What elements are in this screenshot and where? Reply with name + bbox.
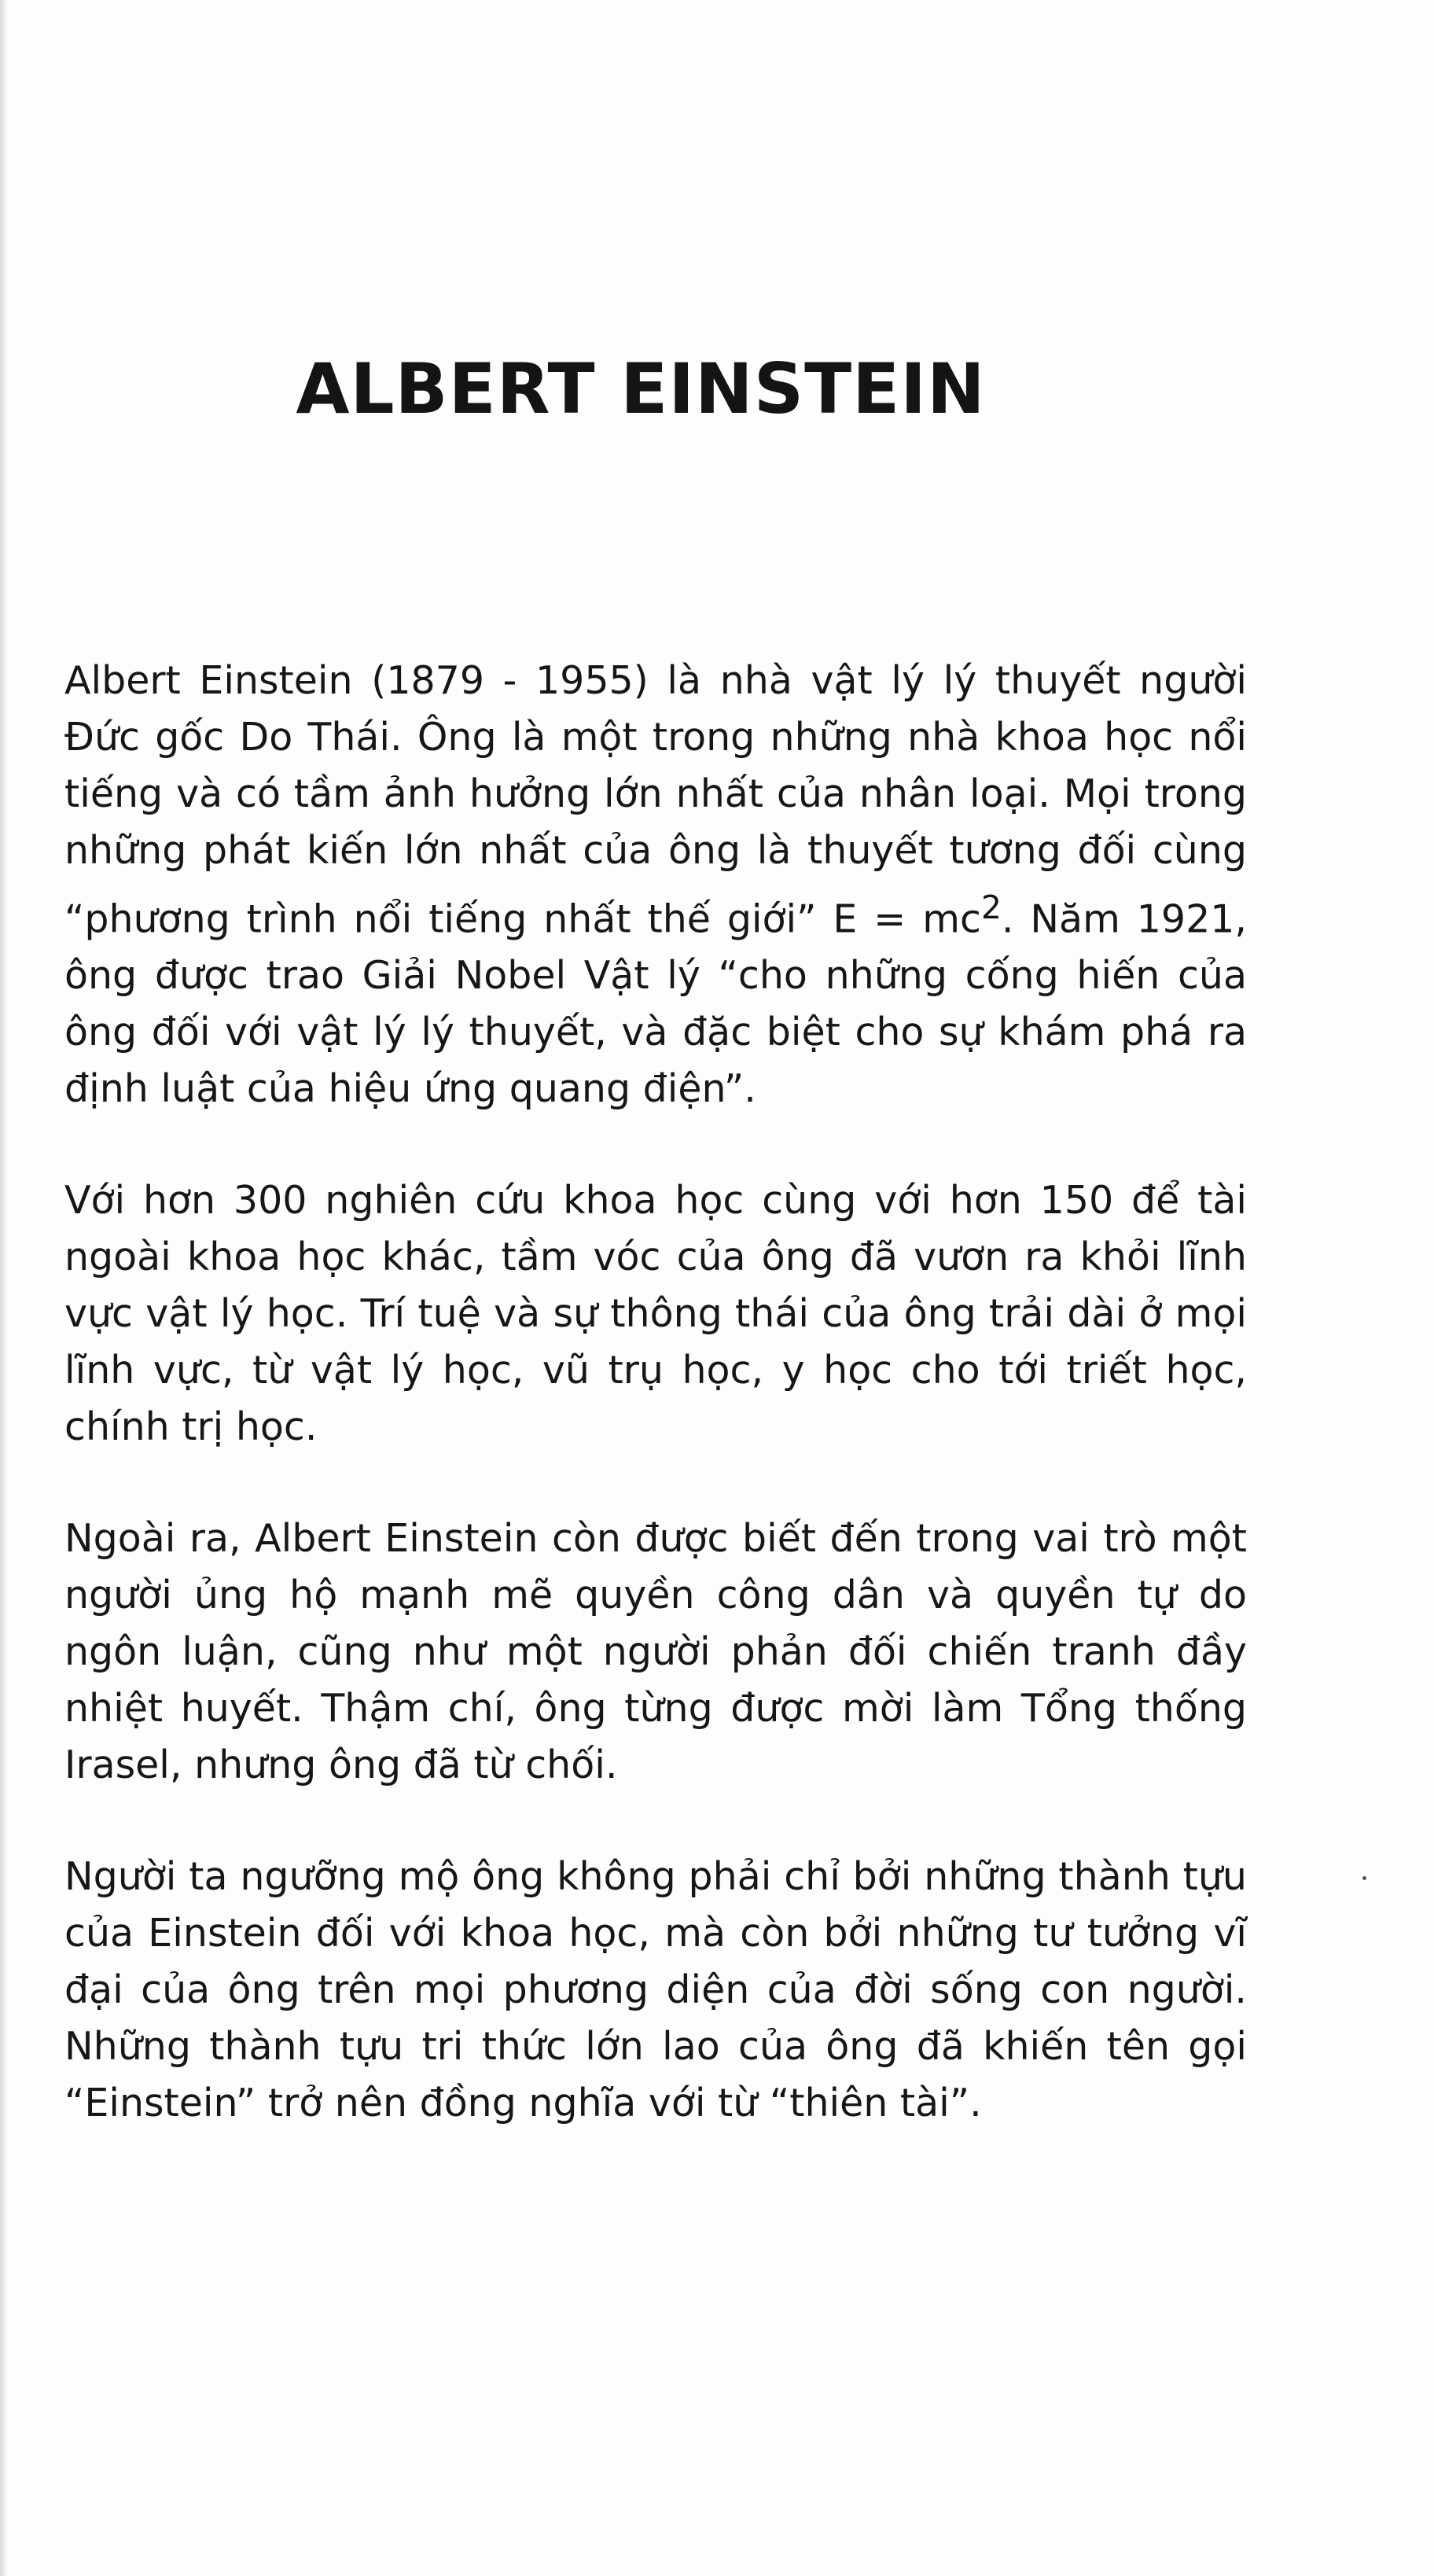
superscript-exponent: 2 [980,889,1002,926]
paragraph-3: Ngoài ra, Albert Einstein còn được biết đến trong vai trò một người ủng hộ mạnh mẽ quyền công dân và quyền tự do ngôn luận, cũng như một người phản đối chiến tranh đầy nhiệt huyết. Thậm chí, ông từng được mời làm Tổng thống Irasel, nhưng ông đã từ chối. [64,1516,1247,1788]
body-text [64,653,1247,2187]
paragraph-1 [64,653,1247,1117]
paragraph-1-text-before: Albert Einstein (1879 - 1955) là nhà vật lý lý thuyết người Đức gốc Do Thái. Ông là một trong những nhà khoa học nổi tiếng và có tầm ảnh hưởng lớn nhất của nhân loại. Mọi trong những phát kiến lớn nhất của ông là thuyết tương đối cùng “phương trình nổi tiếng nhất thế giới” E = mc [64,658,1247,942]
paragraph-4: Người ta ngưỡng mộ ông không phải chỉ bởi những thành tựu của Einstein đối với khoa học, mà còn bởi những tư tưởng vĩ đại của ông trên mọi phương diện của đời sống con người. Những thành tựu tri thức lớn lao của ông đã khiến tên gọi “Einstein” trở nên đồng nghĩa với từ “thiên tài”. [64,1854,1247,2126]
page-title: ALBERT EINSTEIN [296,348,986,429]
print-speck [1362,1876,1366,1880]
paragraph-1-text-after: . Năm 1921, ông được trao Giải Nobel Vật lý “cho những cống hiến của ông đối với vật lý lý thuyết, và đặc biệt cho sự khám phá ra định luật của hiệu ứng quang điện”. [64,896,1248,1112]
paragraph-2: Với hơn 300 nghiên cứu khoa học cùng với hơn 150 để tài ngoài khoa học khác, tầm vóc của ông đã vươn ra khỏi lĩnh vực vật lý học. Trí tuệ và sự thông thái của ông trải dài ở mọi lĩnh vực, từ vật lý học, vũ trụ học, y học cho tới triết học, chính trị học. [64,1178,1247,1450]
